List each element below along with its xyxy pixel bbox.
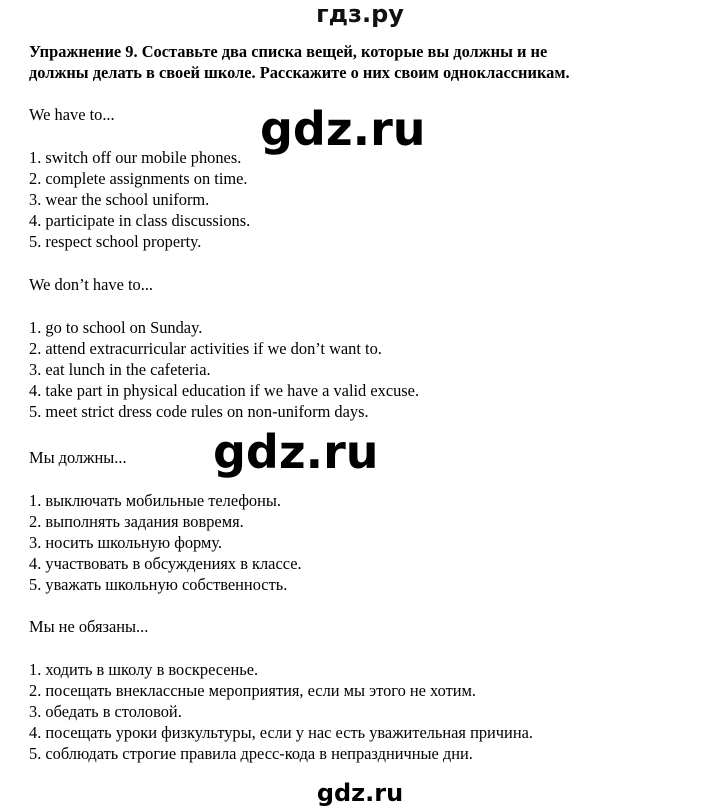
watermark-middle: gdz.ru	[213, 425, 379, 479]
task-title-line-1: Упражнение 9. Составьте два списка вещей, которые вы должны и не	[29, 42, 548, 61]
list-item: 1. выключать мобильные телефоны.	[29, 491, 282, 510]
list-item: 3. обедать в столовой.	[29, 702, 182, 721]
section-heading: We don’t have to...	[29, 275, 154, 294]
list-item: 5. уважать школьную собственность.	[29, 575, 288, 594]
section-my-ne-obyazany	[29, 616, 689, 764]
item-list	[29, 659, 689, 764]
list-item: 5. meet strict dress code rules on non-uniform days.	[29, 402, 369, 421]
list-item: 1. ходить в школу в воскресенье.	[29, 660, 259, 679]
list-item: 2. complete assignments on time.	[29, 169, 248, 188]
site-header: гдз.ру	[316, 0, 404, 28]
watermark-bottom: gdz.ru	[316, 779, 404, 807]
list-item: 4. участвовать в обсуждениях в классе.	[29, 554, 302, 573]
task-title-line-2: должны делать в своей школе. Расскажите о них своим одноклассникам.	[29, 63, 570, 82]
list-item: 3. носить школьную форму.	[29, 533, 223, 552]
item-list	[29, 147, 689, 252]
list-item: 1. switch off our mobile phones.	[29, 148, 242, 167]
section-we-dont-have-to	[29, 274, 689, 422]
list-item: 3. eat lunch in the cafeteria.	[29, 360, 211, 379]
section-heading: Мы не обязаны...	[29, 617, 149, 636]
list-item: 4. take part in physical education if we have a valid excuse.	[29, 381, 420, 400]
list-item: 3. wear the school uniform.	[29, 190, 210, 209]
list-item: 1. go to school on Sunday.	[29, 318, 203, 337]
list-item: 4. посещать уроки физкультуры, если у нас есть уважительная причина.	[29, 723, 533, 742]
list-item: 5. соблюдать строгие правила дресс-кода в непраздничные дни.	[29, 744, 473, 763]
list-item: 5. respect school property.	[29, 232, 202, 251]
task-title	[29, 41, 689, 83]
list-item: 4. participate in class discussions.	[29, 211, 251, 230]
list-item: 2. выполнять задания вовремя.	[29, 512, 244, 531]
watermark-top: gdz.ru	[260, 102, 426, 156]
item-list	[29, 317, 689, 422]
section-heading: We have to...	[29, 105, 115, 124]
list-item: 2. attend extracurricular activities if we don’t want to.	[29, 339, 382, 358]
item-list	[29, 490, 689, 595]
list-item: 2. посещать внеклассные мероприятия, если мы этого не хотим.	[29, 681, 476, 700]
section-heading: Мы должны...	[29, 448, 127, 467]
